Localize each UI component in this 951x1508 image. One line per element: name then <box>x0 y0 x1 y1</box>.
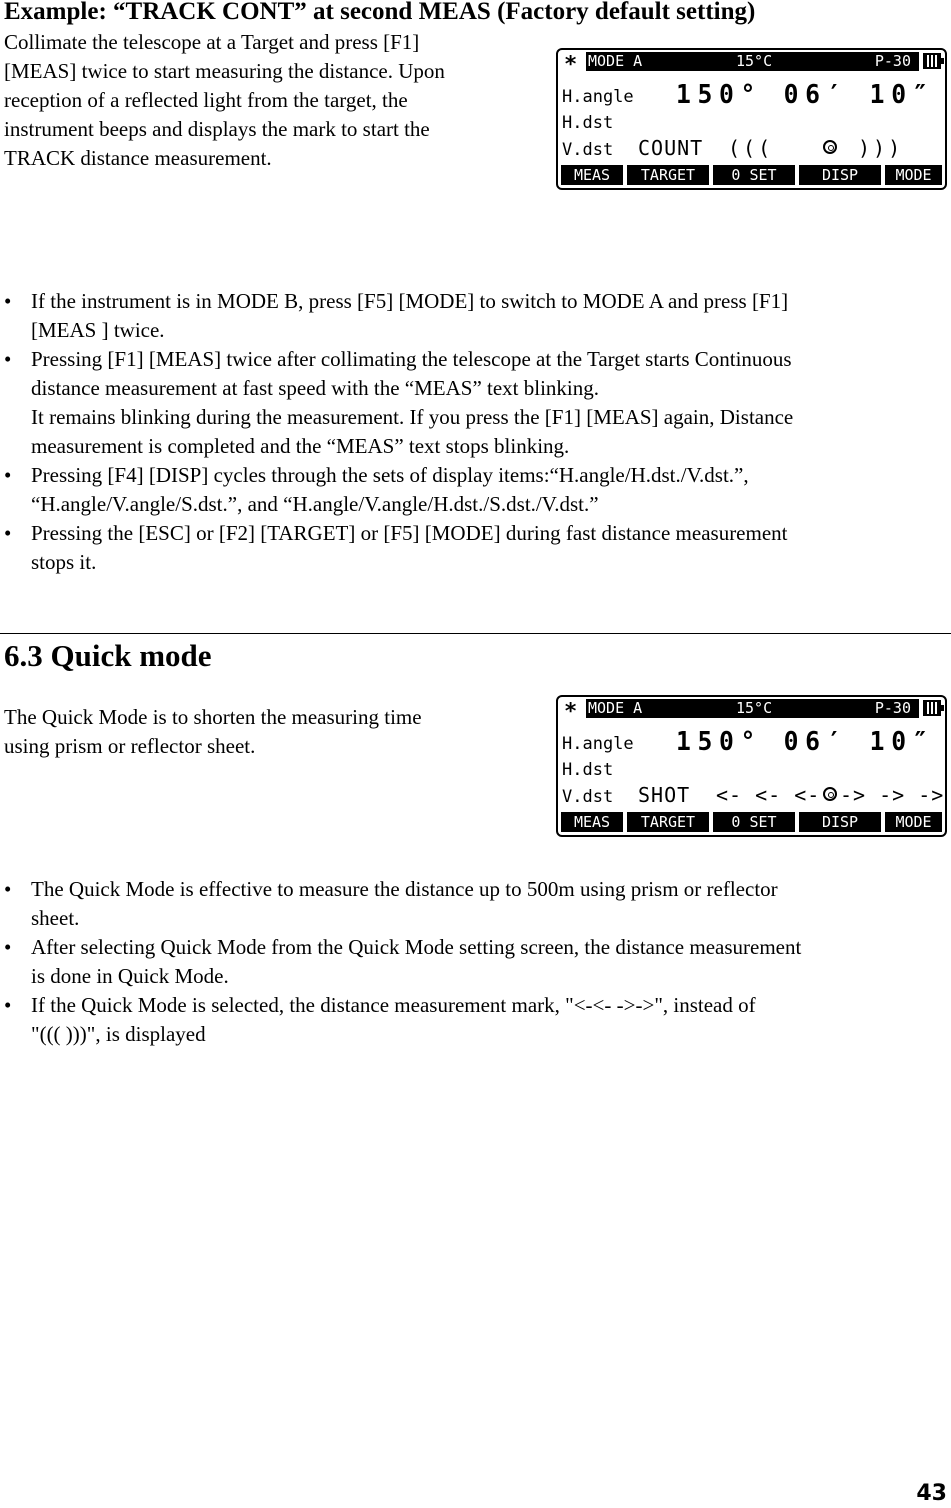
lcd-status-bar <box>560 48 943 73</box>
list-item <box>4 345 949 461</box>
list-item <box>4 461 949 519</box>
temperature-indicator: 15°C <box>736 699 773 717</box>
measure-mark-left: <- <- <- <box>716 783 821 807</box>
intro-line: [MEAS] twice to start measuring the distance. Upon <box>4 59 445 83</box>
softkey-row <box>561 812 942 832</box>
softkey-disp[interactable]: DISP <box>799 812 881 832</box>
intro-line: TRACK distance measurement. <box>4 146 272 170</box>
quick-intro-line: The Quick Mode is to shorten the measuring time <box>4 705 422 729</box>
list-item-line: [MEAS ] twice. <box>31 318 165 342</box>
section-divider <box>0 633 951 634</box>
asterisk-icon: ∗ <box>564 695 578 720</box>
h-dst-label: H.dst <box>562 760 614 780</box>
prism-constant: P-30 <box>874 52 911 70</box>
list-item-line: "((( )))", is displayed <box>31 1022 206 1046</box>
section-heading: 6.3 Quick mode <box>4 638 212 673</box>
example-heading: Example: “TRACK CONT” at second MEAS (Factory default setting) <box>4 0 756 25</box>
softkey-target[interactable]: TARGET <box>627 812 709 832</box>
list-item <box>4 991 949 1049</box>
list-item-line: • The Quick Mode is effective to measure the distance up to 500m using prism or reflector <box>31 877 778 901</box>
list-item-line: • If the Quick Mode is selected, the distance measurement mark, "<-<- ->->", instead of <box>31 993 756 1017</box>
h-angle-label: H.angle <box>562 734 634 754</box>
softkey-mode[interactable]: MODE <box>885 812 942 832</box>
list-item-line: • After selecting Quick Mode from the Quick Mode setting screen, the distance measurement <box>31 935 802 959</box>
v-dst-label: V.dst <box>562 140 614 160</box>
softkey-disp[interactable]: DISP <box>799 165 881 185</box>
list-item-line: • If the instrument is in MODE B, press [F5] [MODE] to switch to MODE A and press [F1] <box>31 289 789 313</box>
list-item-line: sheet. <box>31 906 80 930</box>
intro-line: reception of a reflected light from the target, the <box>4 88 408 112</box>
measure-mark-left: ((( <box>728 136 774 160</box>
intro-paragraph <box>4 28 544 173</box>
h-angle-value: 150° 06′ 10″ <box>676 727 935 757</box>
asterisk-icon: ∗ <box>564 48 578 73</box>
list-item-line: distance measurement at fast speed with the “MEAS” text blinking. <box>31 376 600 400</box>
prism-icon <box>823 787 837 801</box>
measure-mark-right: ))) <box>858 136 904 160</box>
softkey-row <box>561 165 942 185</box>
measure-mark-right: -> -> -> <box>840 783 945 807</box>
list-item-line: It remains blinking during the measurement. If you press the [F1] [MEAS] again, Distance <box>31 405 794 429</box>
quick-intro-line: using prism or reflector sheet. <box>4 734 256 758</box>
notes-list-quick <box>4 875 949 1049</box>
softkey-meas[interactable]: MEAS <box>561 812 623 832</box>
list-item-line: • Pressing [F4] [DISP] cycles through the sets of display items:“H.angle/H.dst./V.dst.”, <box>31 463 749 487</box>
lcd-screen-track <box>556 48 947 190</box>
list-item-line: is done in Quick Mode. <box>31 964 229 988</box>
list-item-line: measurement is completed and the “MEAS” text stops blinking. <box>31 434 570 458</box>
list-item <box>4 519 949 577</box>
list-item <box>4 875 949 933</box>
prism-icon <box>823 140 837 154</box>
softkey-zero-set[interactable]: 0 SET <box>713 812 795 832</box>
softkey-zero-set[interactable]: 0 SET <box>713 165 795 185</box>
mode-indicator: MODE A <box>588 699 643 717</box>
intro-line: instrument beeps and displays the mark to start the <box>4 117 430 141</box>
list-item <box>4 933 949 991</box>
battery-icon <box>923 53 941 69</box>
softkey-target[interactable]: TARGET <box>627 165 709 185</box>
list-item-line: • Pressing the [ESC] or [F2] [TARGET] or [F5] [MODE] during fast distance measurement <box>31 521 788 545</box>
intro-line: Collimate the telescope at a Target and press [F1] <box>4 30 420 54</box>
battery-icon <box>923 700 941 716</box>
h-angle-label: H.angle <box>562 87 634 107</box>
v-dst-label: V.dst <box>562 787 614 807</box>
mode-indicator: MODE A <box>588 52 643 70</box>
quick-intro-paragraph <box>4 703 524 761</box>
softkey-meas[interactable]: MEAS <box>561 165 623 185</box>
list-item <box>4 287 949 345</box>
lcd-status-bar <box>560 695 943 720</box>
h-dst-label: H.dst <box>562 113 614 133</box>
softkey-mode[interactable]: MODE <box>885 165 942 185</box>
prism-constant: P-30 <box>874 699 911 717</box>
lcd-header <box>586 699 919 718</box>
h-angle-value: 150° 06′ 10″ <box>676 80 935 110</box>
list-item-line: stops it. <box>31 550 97 574</box>
temperature-indicator: 15°C <box>736 52 773 70</box>
measure-status: COUNT <box>638 136 704 160</box>
list-item-line: • Pressing [F1] [MEAS] twice after collimating the telescope at the Target starts Continuous <box>31 347 792 371</box>
notes-list-track <box>4 287 949 577</box>
lcd-header <box>586 52 919 71</box>
page-number: 43 <box>916 1481 947 1506</box>
list-item-line: “H.angle/V.angle/S.dst.”, and “H.angle/V.angle/H.dst./S.dst./V.dst.” <box>31 492 599 516</box>
lcd-screen-quick <box>556 695 947 837</box>
measure-status: SHOT <box>638 783 691 807</box>
